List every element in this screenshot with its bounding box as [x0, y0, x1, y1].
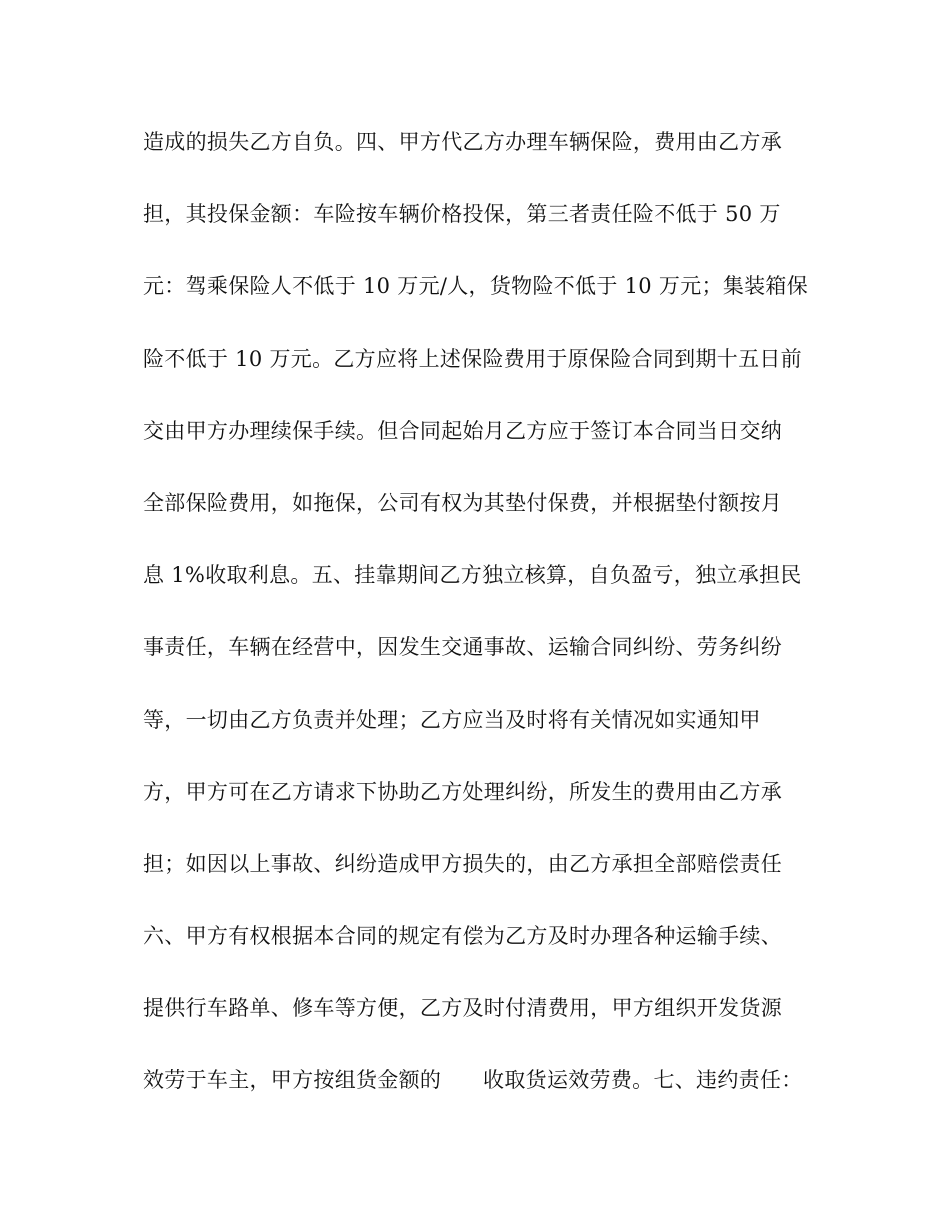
- text-line: 息 1%收取利息。五、挂靠期间乙方独立核算，自负盈亏，独立承担民: [143, 563, 802, 588]
- text-line: 方，甲方可在乙方请求下协助乙方处理纠纷，所发生的费用由乙方承: [143, 779, 782, 804]
- text-line: 六、甲方有权根据本合同的规定有偿为乙方及时办理各种运输手续、: [143, 924, 782, 949]
- text-line: 提供行车路单、修车等方便，乙方及时付清费用，甲方组织开发货源: [143, 996, 782, 1021]
- text-line: 担；如因以上事故、纠纷造成甲方损失的，由乙方承担全部赔偿责任: [143, 851, 782, 876]
- text-line: 事责任，车辆在经营中，因发生交通事故、运输合同纠纷、劳务纠纷: [143, 635, 782, 660]
- text-line: 等，一切由乙方负责并处理；乙方应当及时将有关情况如实通知甲: [143, 707, 761, 732]
- text-line: 全部保险费用，如拖保，公司有权为其垫付保费，并根据垫付额按月: [143, 490, 782, 515]
- text-line: 造成的损失乙方自负。四、甲方代乙方办理车辆保险，费用由乙方承: [143, 130, 782, 154]
- text-line: 效劳于车主，甲方按组货金额的 收取货运效劳费。七、违约责任：: [143, 1068, 803, 1093]
- text-line: 担，其投保金额：车险按车辆价格投保，第三者责任险不低于 50 万: [143, 202, 781, 227]
- text-line: 元：驾乘保险人不低于 10 万元/人，货物险不低于 10 万元；集装箱保: [143, 274, 809, 299]
- contract-text: [143, 120, 823, 1131]
- text-line: 险不低于 10 万元。乙方应将上述保险费用于原保险合同到期十五日前: [143, 346, 802, 371]
- text-line: 交由甲方办理续保手续。但合同起始月乙方应于签订本合同当日交纳: [143, 418, 782, 443]
